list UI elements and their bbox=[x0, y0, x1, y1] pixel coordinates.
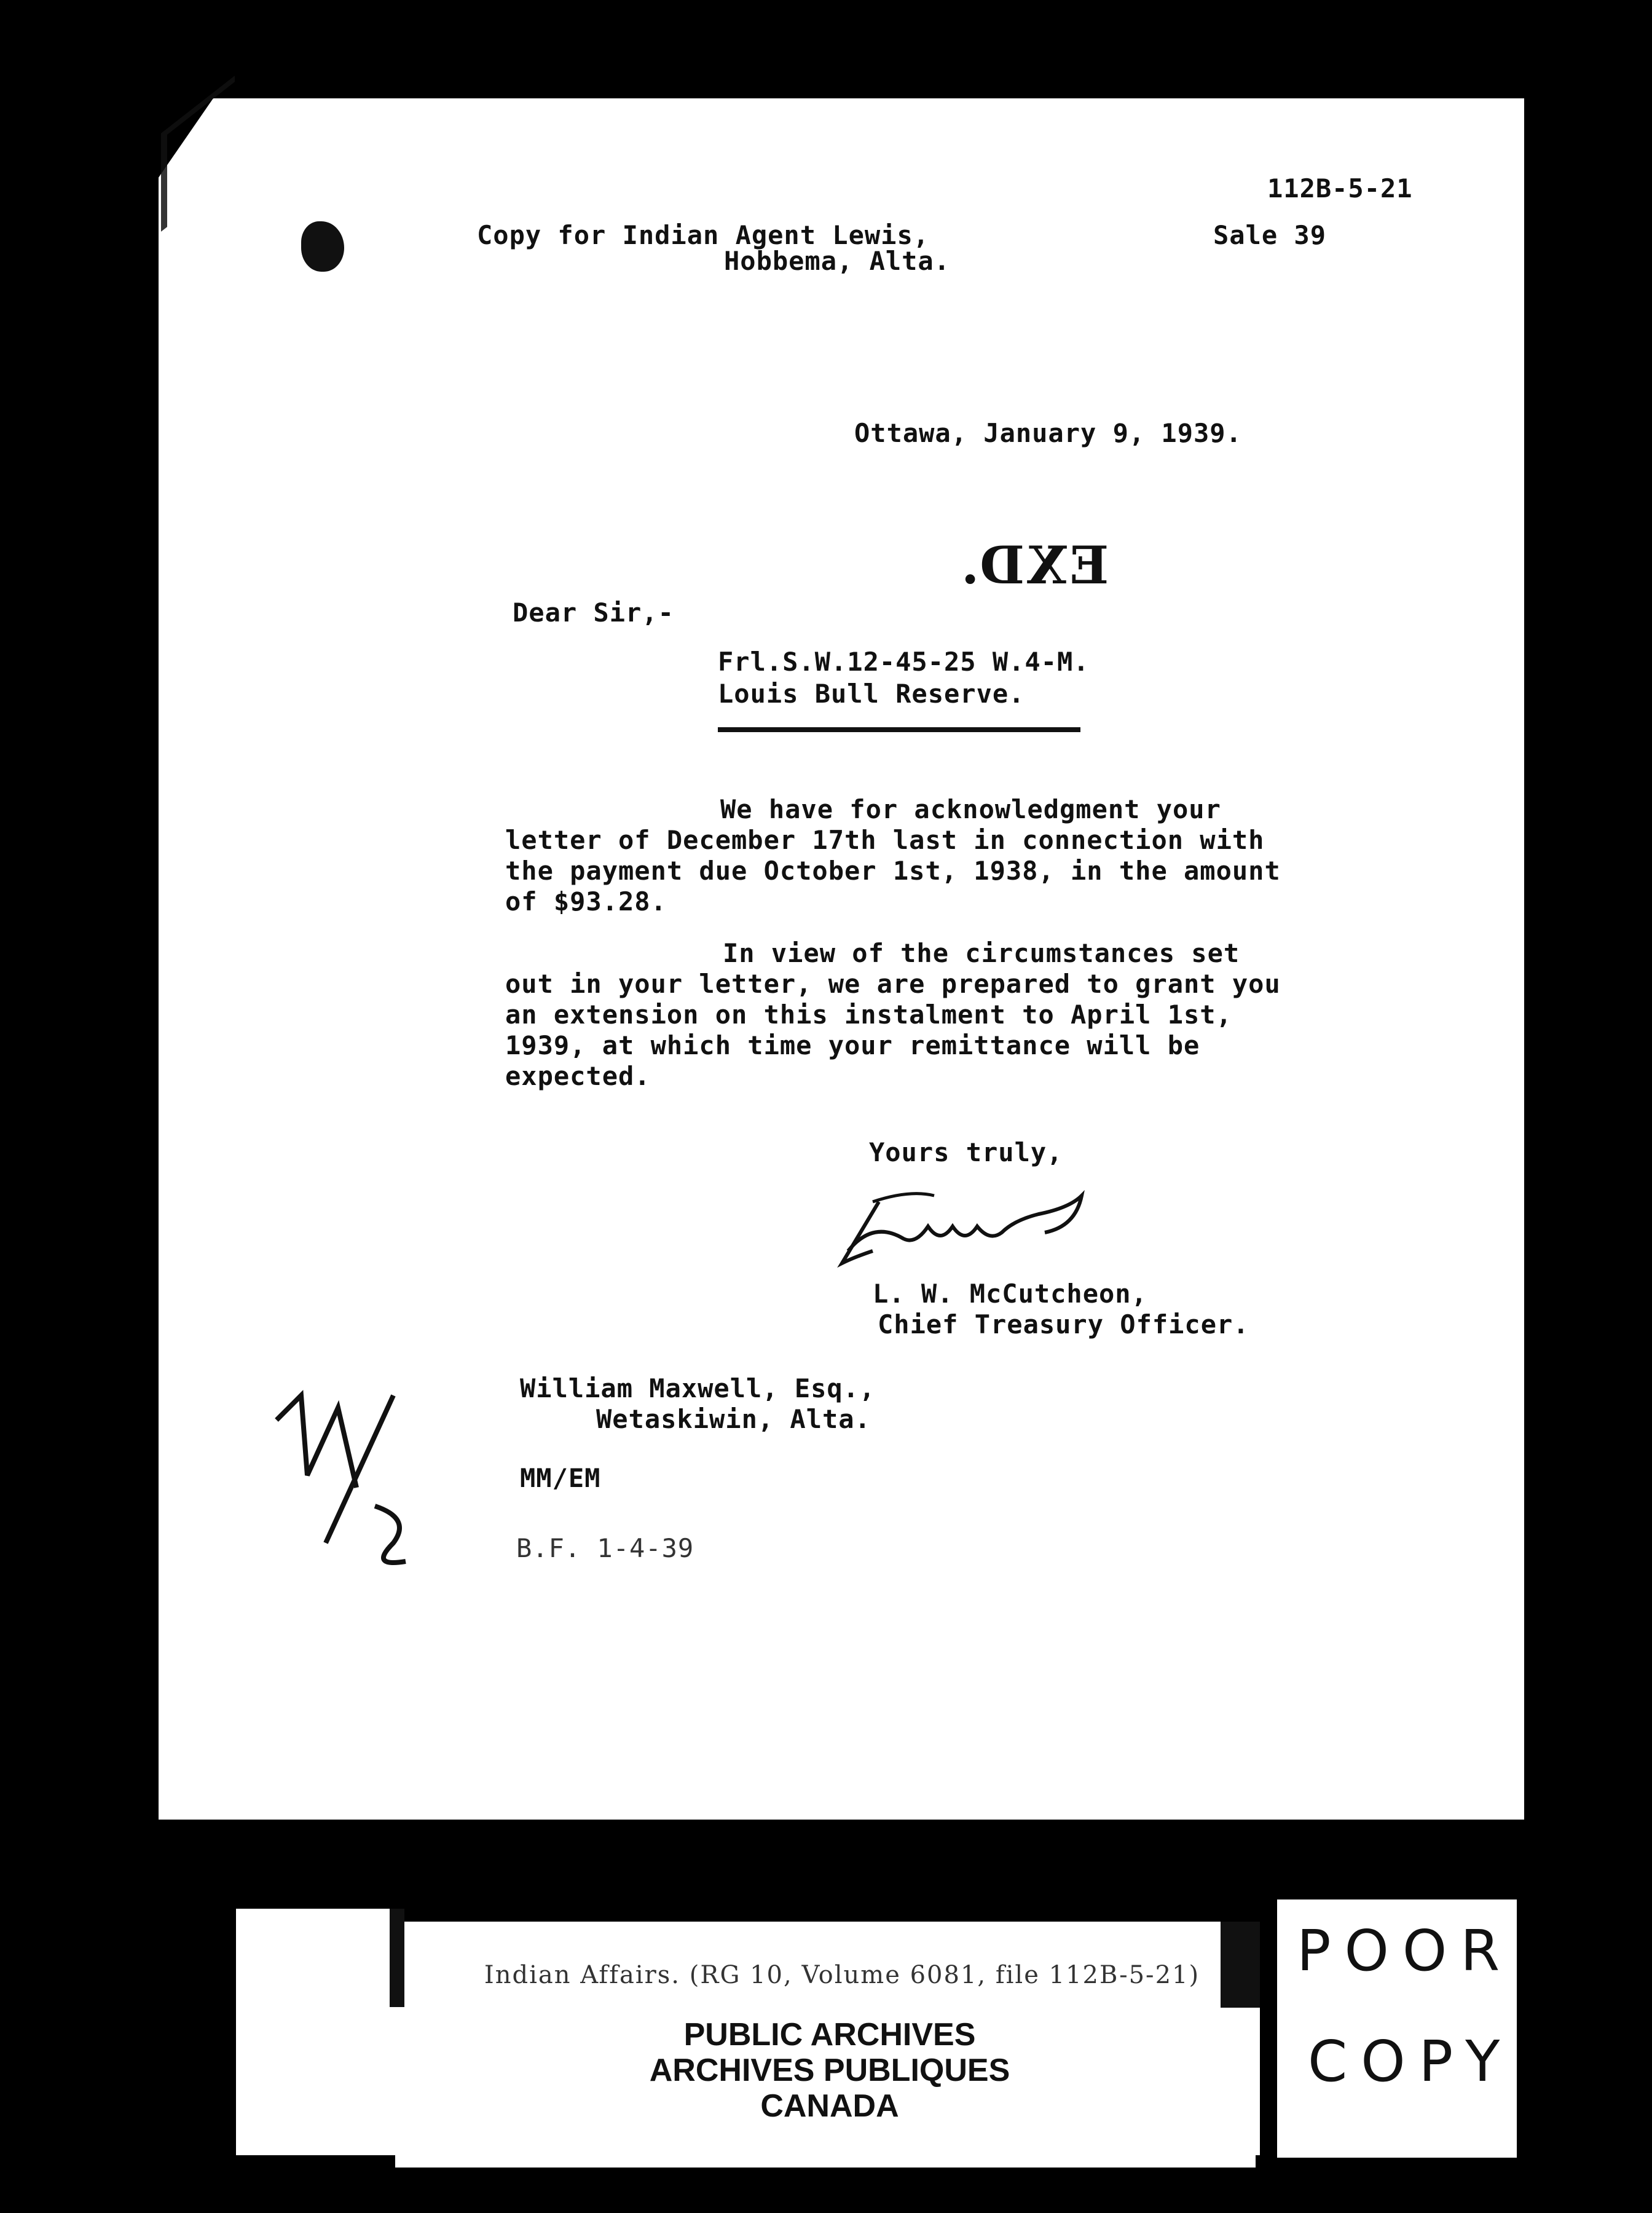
subject-underline bbox=[718, 727, 1080, 732]
file-number: 112B-5-21 bbox=[1267, 173, 1413, 203]
sale-number: Sale 39 bbox=[1213, 220, 1327, 250]
archive-label-tab-right bbox=[1221, 1922, 1260, 2008]
body-p1-line-1: We have for acknowledgment your bbox=[720, 794, 1221, 824]
handwritten-initials bbox=[270, 1383, 424, 1574]
salutation: Dear Sir,- bbox=[513, 598, 674, 628]
body-p2-line-4: 1939, at which time your remittance will be bbox=[505, 1030, 1200, 1060]
recipient-line-1: William Maxwell, Esq., bbox=[520, 1373, 876, 1403]
recipient-line-2: Wetaskiwin, Alta. bbox=[596, 1404, 871, 1434]
archive-line-2: ARCHIVES PUBLIQUES bbox=[649, 2053, 1010, 2088]
archive-line-3: CANADA bbox=[760, 2088, 899, 2124]
signer-title: Chief Treasury Officer. bbox=[878, 1309, 1249, 1339]
body-p2-line-5: expected. bbox=[505, 1061, 651, 1091]
ink-blot bbox=[301, 221, 344, 272]
quality-note-line-2: COPY bbox=[1308, 2029, 1514, 2094]
reference-initials: MM/EM bbox=[520, 1463, 601, 1493]
body-p1-line-3: the payment due October 1st, 1938, in the amount bbox=[505, 856, 1281, 886]
archive-line-1: PUBLIC ARCHIVES bbox=[683, 2017, 976, 2053]
date-line: Ottawa, January 9, 1939. bbox=[854, 418, 1242, 448]
archive-label-tab bbox=[236, 1909, 404, 2007]
archive-citation: Indian Affairs. (RG 10, Volume 6081, file 112B-5-21) bbox=[484, 1961, 1200, 1989]
body-p1-line-4: of $93.28. bbox=[505, 886, 667, 917]
copy-line-1: Copy for Indian Agent Lewis, bbox=[477, 220, 930, 250]
body-p2-line-2: out in your letter, we are prepared to grant you bbox=[505, 969, 1281, 999]
quality-note-line-1: POOR bbox=[1297, 1918, 1514, 1984]
exd-stamp: EXD. bbox=[959, 535, 1109, 596]
copy-line-2: Hobbema, Alta. bbox=[724, 246, 951, 276]
bring-forward-note: B.F. 1-4-39 bbox=[516, 1533, 694, 1563]
subject-line-1: Frl.S.W.12-45-25 W.4-M. bbox=[718, 647, 1090, 677]
subject-line-2: Louis Bull Reserve. bbox=[718, 679, 1025, 709]
body-p2-line-3: an extension on this instalment to April 1st, bbox=[505, 1000, 1232, 1030]
closing: Yours truly, bbox=[869, 1137, 1063, 1167]
signer-name: L. W. McCutcheon, bbox=[873, 1279, 1147, 1309]
body-p1-line-2: letter of December 17th last in connection with bbox=[505, 825, 1265, 855]
body-p2-line-1: In view of the circumstances set bbox=[723, 938, 1240, 968]
handwritten-signature bbox=[836, 1183, 1094, 1276]
